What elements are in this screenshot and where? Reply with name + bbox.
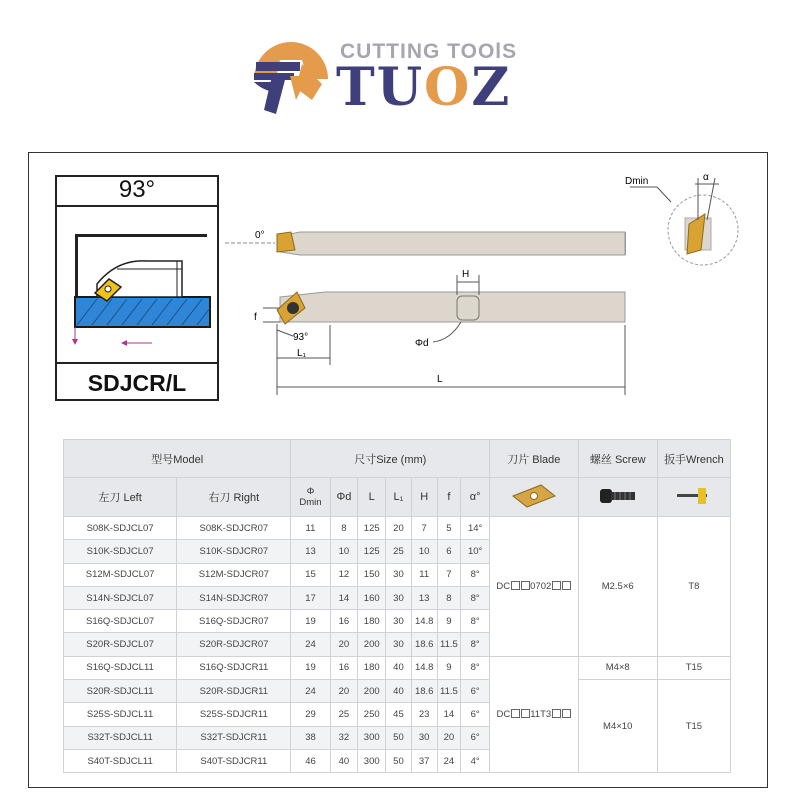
- dmin-cell: 17: [291, 586, 330, 609]
- dmin-label: Dmin: [625, 176, 649, 187]
- d-cell: 16: [330, 656, 358, 679]
- L1-cell: 30: [386, 633, 412, 656]
- wrench-header: 扳手Wrench: [657, 440, 730, 478]
- left-model: S16Q-SDJCL07: [64, 610, 177, 633]
- d-cell: 32: [330, 726, 358, 749]
- alpha-cell: 4°: [461, 749, 490, 772]
- dmin-cell: 11: [291, 517, 330, 540]
- L-cell: 160: [358, 586, 386, 609]
- f-cell: 20: [437, 726, 461, 749]
- right-model: S12M-SDJCR07: [177, 563, 291, 586]
- f-cell: 14: [437, 703, 461, 726]
- dmin-header: Φ Dmin: [291, 478, 330, 517]
- boring-bar-drawing: [225, 160, 755, 410]
- H-cell: 14.8: [411, 610, 437, 633]
- L-cell: 300: [358, 726, 386, 749]
- blade-image: [490, 478, 579, 517]
- wrench-11a-cell: T15: [657, 656, 730, 679]
- dmin-cell: 19: [291, 610, 330, 633]
- alpha-cell: 8°: [461, 563, 490, 586]
- d-cell: 8: [330, 517, 358, 540]
- wrench-07-cell: T8: [657, 517, 730, 657]
- alpha-cell: 6°: [461, 680, 490, 703]
- right-model: S25S-SDJCR11: [177, 703, 291, 726]
- blade-07-cell: DC 0702: [490, 517, 579, 657]
- left-model: S12M-SDJCL07: [64, 563, 177, 586]
- H-cell: 7: [411, 517, 437, 540]
- alpha-cell: 8°: [461, 610, 490, 633]
- dmin-cell: 38: [291, 726, 330, 749]
- L-cell: 300: [358, 749, 386, 772]
- left-model: S25S-SDJCL11: [64, 703, 177, 726]
- H-cell: 30: [411, 726, 437, 749]
- blade-header: 刀片 Blade: [490, 440, 579, 478]
- L-cell: 125: [358, 517, 386, 540]
- alpha-header: α°: [461, 478, 490, 517]
- alpha-cell: 8°: [461, 656, 490, 679]
- L1-cell: 40: [386, 656, 412, 679]
- tool-code-label: SDJCR/L: [55, 362, 219, 401]
- L-cell: 180: [358, 610, 386, 633]
- lead-angle-dim: 93°: [293, 332, 309, 343]
- logo-wordmark: TUOZ: [336, 57, 512, 118]
- right-model: S16Q-SDJCR11: [177, 656, 291, 679]
- boring-diagram-icon: [57, 209, 217, 349]
- f-cell: 6: [437, 540, 461, 563]
- dmin-cell: 24: [291, 680, 330, 703]
- alpha-cell: 10°: [461, 540, 490, 563]
- d-cell: 14: [330, 586, 358, 609]
- size-header: 尺寸Size (mm): [291, 440, 490, 478]
- d-cell: 20: [330, 633, 358, 656]
- L-cell: 180: [358, 656, 386, 679]
- L1-cell: 30: [386, 563, 412, 586]
- L1-cell: 50: [386, 749, 412, 772]
- right-model: S32T-SDJCR11: [177, 726, 291, 749]
- H-cell: 18.6: [411, 633, 437, 656]
- alpha-cell: 14°: [461, 517, 490, 540]
- spec-table: [63, 439, 731, 773]
- f-cell: 7: [437, 563, 461, 586]
- right-model: S40T-SDJCR11: [177, 749, 291, 772]
- dmin-cell: 46: [291, 749, 330, 772]
- phid-label: Φd: [415, 338, 429, 349]
- d-header: Φd: [330, 478, 358, 517]
- zero-angle-label: 0°: [255, 230, 265, 241]
- l1-dim-label: L₁: [297, 348, 306, 359]
- H-cell: 18.6: [411, 680, 437, 703]
- model-header: 型号Model: [64, 440, 291, 478]
- H-cell: 23: [411, 703, 437, 726]
- right-model: S08K-SDJCR07: [177, 517, 291, 540]
- L1-cell: 25: [386, 540, 412, 563]
- H-cell: 14.8: [411, 656, 437, 679]
- H-cell: 11: [411, 563, 437, 586]
- f-cell: 8: [437, 586, 461, 609]
- dmin-cell: 13: [291, 540, 330, 563]
- right-model: S20R-SDJCR11: [177, 680, 291, 703]
- left-model: S40T-SDJCL11: [64, 749, 177, 772]
- L-cell: 125: [358, 540, 386, 563]
- wrench-image: [657, 478, 730, 517]
- H-cell: 10: [411, 540, 437, 563]
- f-cell: 9: [437, 656, 461, 679]
- h-dim-label: H: [462, 269, 470, 280]
- left-model: S32T-SDJCL11: [64, 726, 177, 749]
- blade-11-cell: DC 11T3: [490, 656, 579, 772]
- L1-header: L₁: [386, 478, 412, 517]
- right-model: S20R-SDJCR07: [177, 633, 291, 656]
- alpha-cell: 8°: [461, 586, 490, 609]
- right-model: S16Q-SDJCR07: [177, 610, 291, 633]
- left-model: S10K-SDJCL07: [64, 540, 177, 563]
- f-cell: 11.5: [437, 633, 461, 656]
- f-cell: 11.5: [437, 680, 461, 703]
- d-cell: 40: [330, 749, 358, 772]
- dmin-cell: 29: [291, 703, 330, 726]
- dmin-cell: 24: [291, 633, 330, 656]
- f-header: f: [437, 478, 461, 517]
- f-dim-label: f: [254, 312, 257, 323]
- wrench-icon: [674, 485, 714, 507]
- L-cell: 150: [358, 563, 386, 586]
- L-cell: 250: [358, 703, 386, 726]
- H-header: H: [411, 478, 437, 517]
- H-cell: 13: [411, 586, 437, 609]
- alpha-cell: 8°: [461, 633, 490, 656]
- left-model: S08K-SDJCL07: [64, 517, 177, 540]
- screw-image: [578, 478, 657, 517]
- screw-11b-cell: M4×10: [578, 680, 657, 773]
- logo-tagline: CUTTING TOOlS: [340, 40, 518, 63]
- right-model: S10K-SDJCR07: [177, 540, 291, 563]
- tuoz-logo-mark: [252, 40, 330, 116]
- L-header: L: [358, 478, 386, 517]
- screw-icon: [598, 486, 638, 506]
- l-dim-label: L: [437, 374, 443, 385]
- d-cell: 16: [330, 610, 358, 633]
- alpha-cell: 6°: [461, 703, 490, 726]
- screw-header: 螺丝 Screw: [578, 440, 657, 478]
- dmin-cell: 15: [291, 563, 330, 586]
- alpha-cell: 6°: [461, 726, 490, 749]
- L1-cell: 50: [386, 726, 412, 749]
- H-cell: 37: [411, 749, 437, 772]
- screw-11a-cell: M4×8: [578, 656, 657, 679]
- insert-icon: [511, 483, 557, 509]
- right-header: 右刀 Right: [177, 478, 291, 517]
- left-model: S20R-SDJCL11: [64, 680, 177, 703]
- d-cell: 12: [330, 563, 358, 586]
- L1-cell: 45: [386, 703, 412, 726]
- alpha-label: α: [703, 172, 709, 183]
- f-cell: 24: [437, 749, 461, 772]
- d-cell: 20: [330, 680, 358, 703]
- d-cell: 25: [330, 703, 358, 726]
- f-cell: 5: [437, 517, 461, 540]
- left-model: S20R-SDJCL07: [64, 633, 177, 656]
- d-cell: 10: [330, 540, 358, 563]
- wrench-11b-cell: T15: [657, 680, 730, 773]
- L1-cell: 20: [386, 517, 412, 540]
- L1-cell: 40: [386, 680, 412, 703]
- L-cell: 200: [358, 633, 386, 656]
- L-cell: 200: [358, 680, 386, 703]
- dmin-cell: 19: [291, 656, 330, 679]
- L1-cell: 30: [386, 586, 412, 609]
- L1-cell: 30: [386, 610, 412, 633]
- lead-angle-label: 93°: [55, 175, 219, 207]
- left-model: S16Q-SDJCL11: [64, 656, 177, 679]
- left-model: S14N-SDJCL07: [64, 586, 177, 609]
- right-model: S14N-SDJCR07: [177, 586, 291, 609]
- screw-07-cell: M2.5×6: [578, 517, 657, 657]
- left-header: 左刀 Left: [64, 478, 177, 517]
- f-cell: 9: [437, 610, 461, 633]
